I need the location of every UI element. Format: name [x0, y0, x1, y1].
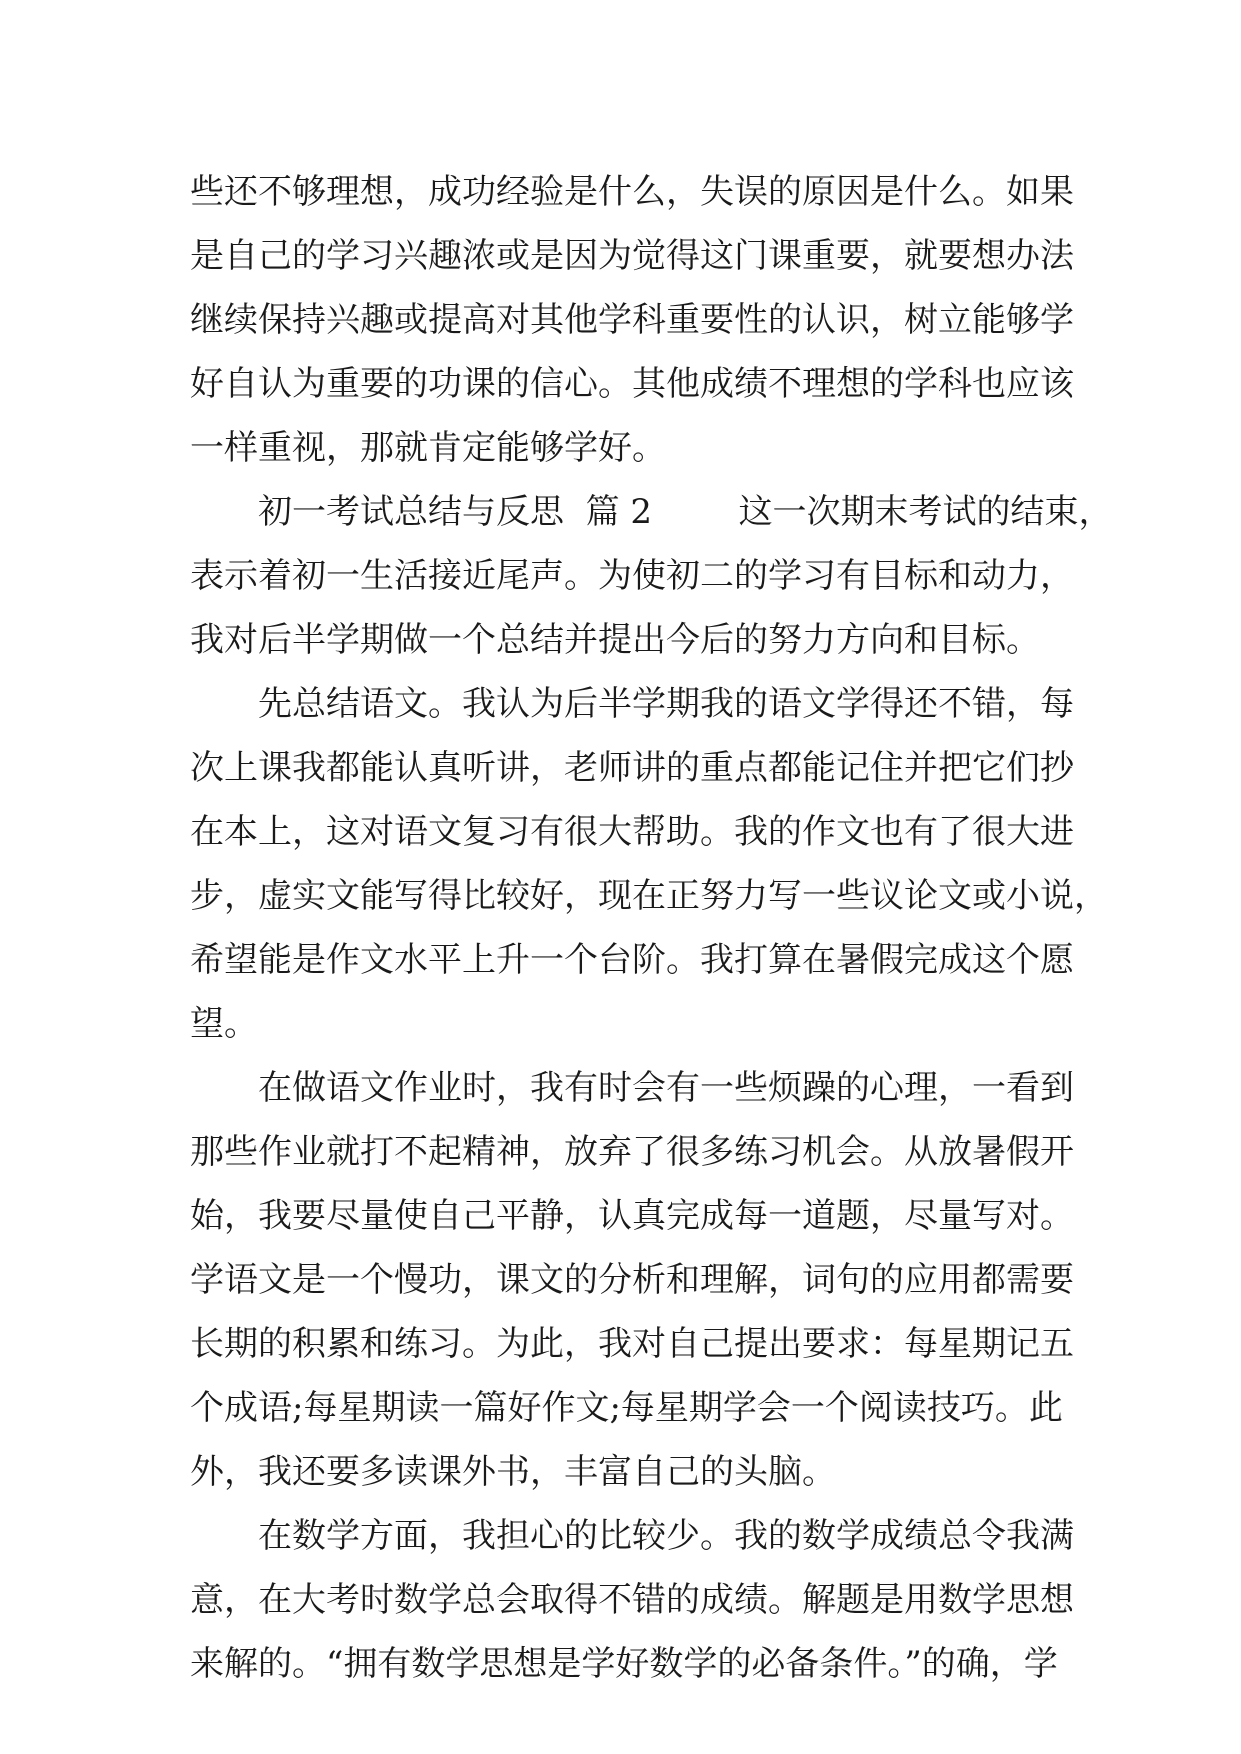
paragraph-first-line: 先总结语文。我认为后半学期我的语文学得还不错，每 [258, 684, 1074, 724]
text-line: 好自认为重要的功课的信心。其他成绩不理想的学科也应该 [190, 364, 1074, 404]
paragraph-first-line: 在做语文作业时，我有时会有一些烦躁的心理，一看到 [258, 1068, 1074, 1108]
text-line: 表示着初一生活接近尾声。为使初二的学习有目标和动力， [190, 556, 1074, 596]
text-line: 希望能是作文水平上升一个台阶。我打算在暑假完成这个愿 [190, 940, 1074, 980]
text-line: 外，我还要多读课外书，丰富自己的头脑。 [190, 1452, 836, 1492]
text-line: 一样重视，那就肯定能够学好。 [190, 428, 666, 468]
text-line: 是自己的学习兴趣浓或是因为觉得这门课重要，就要想办法 [190, 236, 1074, 276]
text-line: 个成语;每星期读一篇好作文;每星期学会一个阅读技巧。此 [190, 1388, 1063, 1428]
text-line: 长期的积累和练习。为此，我对自己提出要求：每星期记五 [190, 1324, 1074, 1364]
body-text [190, 160, 1113, 1696]
text-line: 始，我要尽量使自己平静，认真完成每一道题，尽量写对。 [190, 1196, 1074, 1236]
text-line: 我对后半学期做一个总结并提出今后的努力方向和目标。 [190, 620, 1040, 660]
text-line: 在本上，这对语文复习有很大帮助。我的作文也有了很大进 [190, 812, 1074, 852]
text-line: 次上课我都能认真听讲，老师讲的重点都能记住并把它们抄 [190, 748, 1074, 788]
section-heading-line: 初一考试总结与反思 篇 2 这一次期末考试的结束， [258, 492, 1113, 532]
text-line: 步，虚实文能写得比较好，现在正努力写一些议论文或小说， [190, 876, 1108, 916]
text-line: 意，在大考时数学总会取得不错的成绩。解题是用数学思想 [190, 1580, 1074, 1620]
text-line: 望。 [190, 1004, 258, 1044]
text-line: 学语文是一个慢功，课文的分析和理解，词句的应用都需要 [190, 1260, 1074, 1300]
text-line: 来解的。“拥有数学思想是学好数学的必备条件。”的确，学 [190, 1644, 1058, 1684]
text-line: 些还不够理想，成功经验是什么，失误的原因是什么。如果 [190, 172, 1074, 212]
text-line: 继续保持兴趣或提高对其他学科重要性的认识，树立能够学 [190, 300, 1074, 340]
text-line: 那些作业就打不起精神，放弃了很多练习机会。从放暑假开 [190, 1132, 1074, 1172]
paragraph-first-line: 在数学方面，我担心的比较少。我的数学成绩总令我满 [258, 1516, 1074, 1556]
